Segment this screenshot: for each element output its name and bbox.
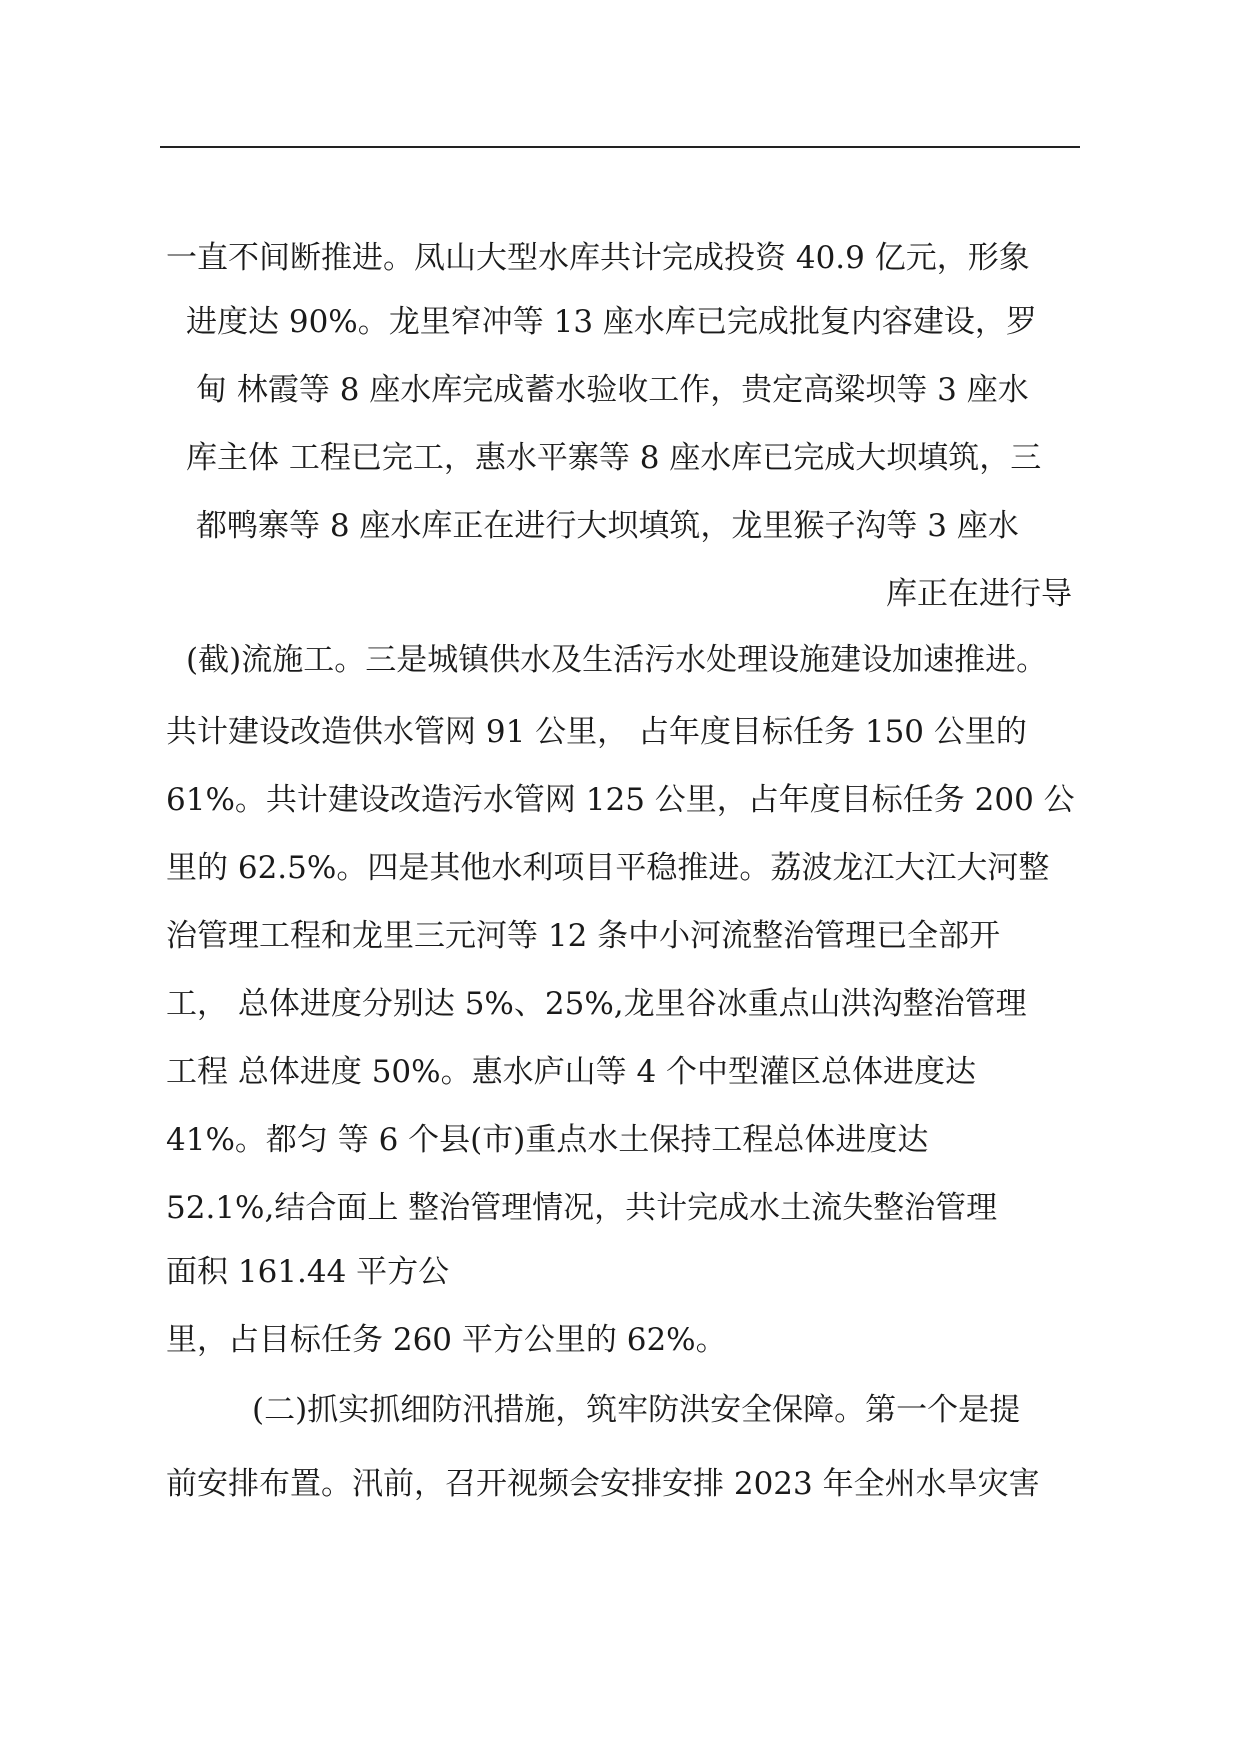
text-line-19: 前安排布置。汛前，召开视频会安排安排 2023 年全州水旱灾害 bbox=[166, 1466, 1040, 1502]
text-line-10: 里的 62.5%。四是其他水利项目平稳推进。荔波龙江大江大河整 bbox=[166, 850, 1050, 886]
text-line-5: 都鸭寨等 8 座水库正在进行大坝填筑，龙里猴子沟等 3 座水 bbox=[196, 508, 1019, 544]
text-line-9: 61%。共计建设改造污水管网 125 公里，占年度目标任务 200 公 bbox=[166, 782, 1075, 818]
text-line-13: 工程 总体进度 50%。惠水庐山等 4 个中型灌区总体进度达 bbox=[166, 1054, 977, 1090]
header-rule bbox=[160, 146, 1080, 148]
text-line-6: 库正在进行导 bbox=[886, 576, 1072, 612]
text-line-12: 工， 总体进度分别达 5%、25%,龙里谷冰重点山洪沟整治管理 bbox=[166, 986, 1027, 1022]
text-line-16: 面积 161.44 平方公 bbox=[166, 1254, 450, 1290]
text-line-4: 库主体 工程已完工，惠水平寨等 8 座水库已完成大坝填筑，三 bbox=[186, 440, 1042, 476]
text-line-11: 治管理工程和龙里三元河等 12 条中小河流整治管理已全部开 bbox=[166, 918, 1001, 954]
text-line-7: (截)流施工。三是城镇供水及生活污水处理设施建设加速推进。 bbox=[186, 642, 1048, 678]
text-line-17: 里，占目标任务 260 平方公里的 62%。 bbox=[166, 1322, 727, 1358]
text-line-3: 甸 林霞等 8 座水库完成蓄水验收工作，贵定高粱坝等 3 座水 bbox=[196, 372, 1029, 408]
text-line-1: 一直不间断推进。凤山大型水库共计完成投资 40.9 亿元，形象 bbox=[166, 240, 1030, 276]
text-line-8: 共计建设改造供水管网 91 公里， 占年度目标任务 150 公里的 bbox=[166, 714, 1027, 750]
text-line-15: 52.1%,结合面上 整治管理情况，共计完成水土流失整治管理 bbox=[166, 1190, 998, 1226]
text-line-2: 进度达 90%。龙里窄冲等 13 座水库已完成批复内容建设，罗 bbox=[186, 304, 1037, 340]
text-line-14: 41%。都匀 等 6 个县(市)重点水土保持工程总体进度达 bbox=[166, 1122, 929, 1158]
text-line-18: (二)抓实抓细防汛措施，筑牢防洪安全保障。第一个是提 bbox=[252, 1392, 1021, 1428]
